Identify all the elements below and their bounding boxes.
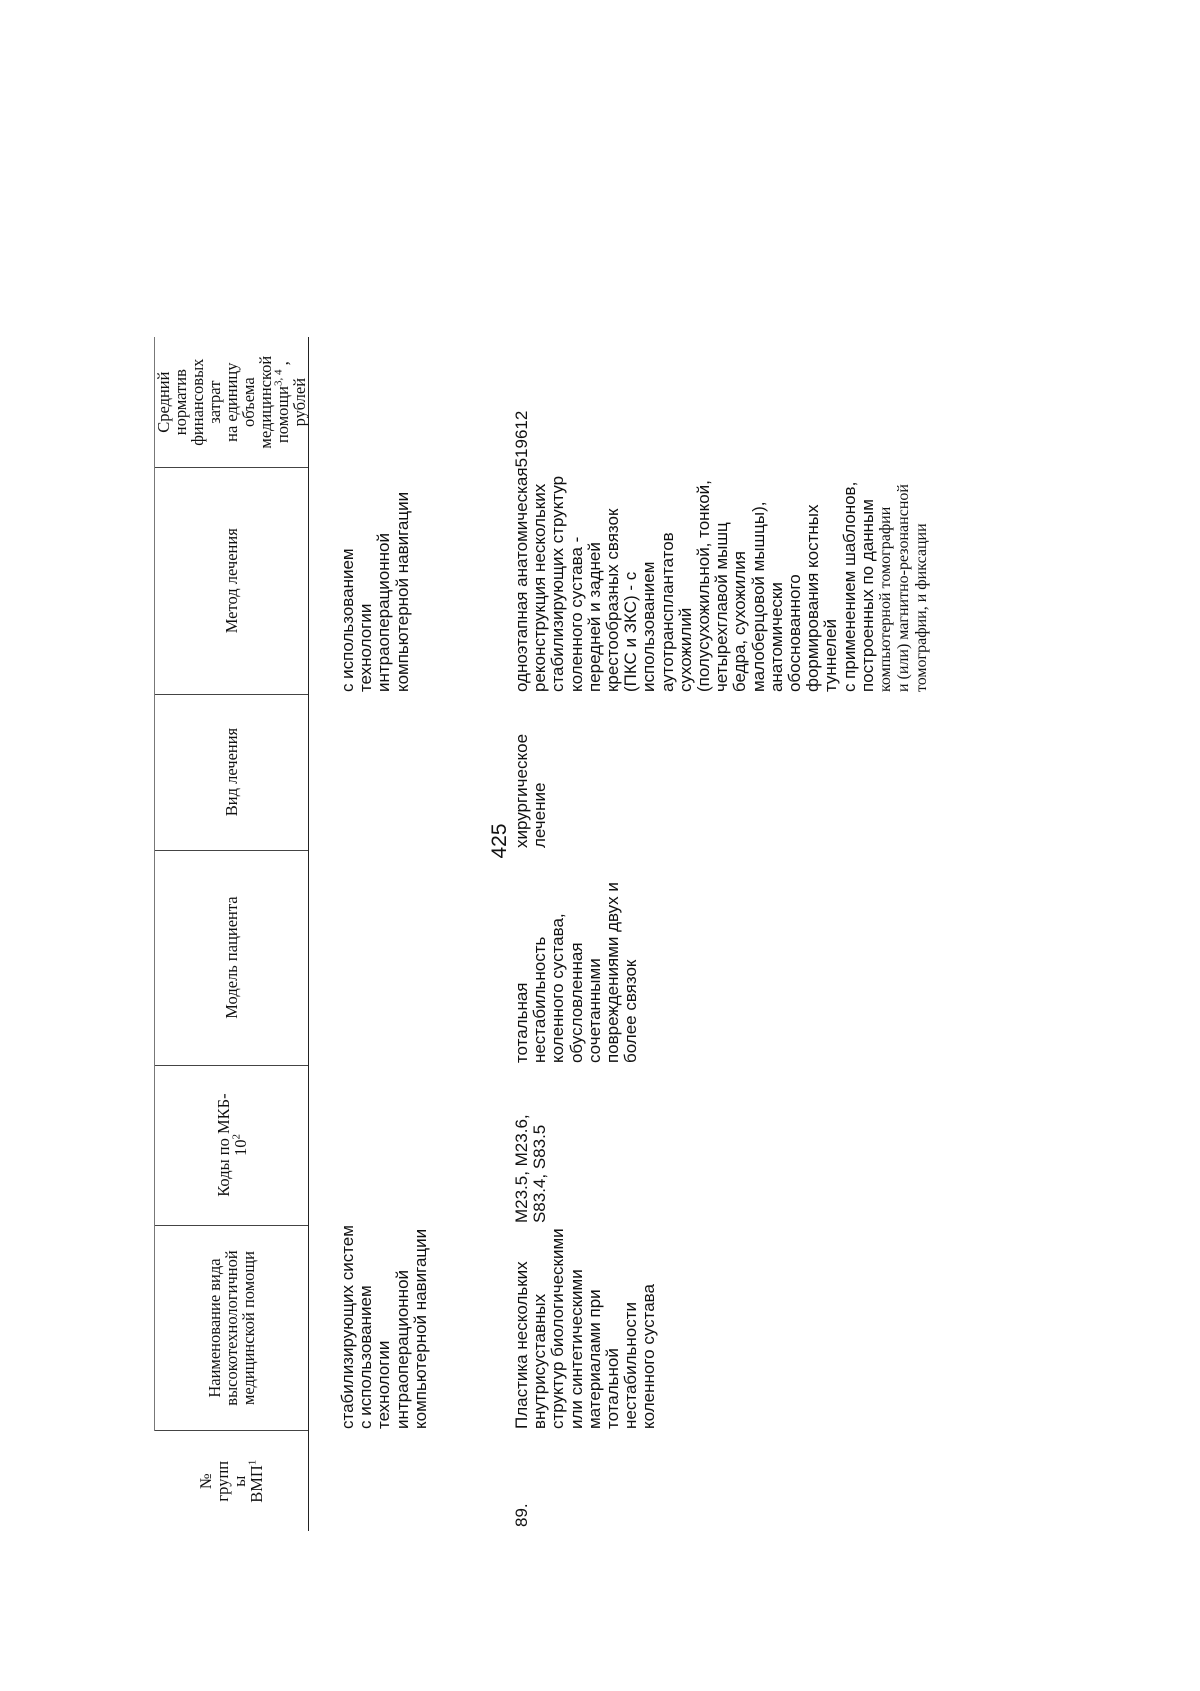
cell-group-number — [309, 1431, 490, 1531]
header-icd-codes: Коды по МКБ- $10^2$ — [155, 1065, 309, 1225]
page-number: 425 — [488, 823, 511, 859]
cell-treatment-type: хирургическое лечение — [512, 733, 550, 849]
cell-patient-model: тотальная нестабильность коленного сустава, обусловленная сочетанными повреждениями двух и более связок — [512, 882, 641, 1064]
header-average-cost: Средний норматив финансовых затрат на единицу объема медицинской помощи$^{3, 4}$ , рублей — [155, 337, 309, 467]
header-vmp-name: Наименование вида высокотехнологичной медицинской помощи — [155, 1225, 309, 1431]
cell-group-number: 89. — [512, 1503, 531, 1527]
vmp-table — [154, 337, 932, 1531]
cell-average-cost — [309, 337, 490, 467]
header-treatment-method: Метод лечения — [155, 467, 309, 694]
cell-average-cost: 519612 — [512, 410, 531, 468]
table-row-continuation — [309, 337, 490, 1531]
header-row — [155, 337, 309, 1531]
cell-icd-codes: M23.5, M23.6, S83.4, S83.5 — [512, 1114, 550, 1224]
header-patient-model: Модель пациента — [155, 850, 309, 1065]
cell-treatment-method: одноэтапная анатомическая реконструкция нескольких стабилизирующих структур коленного сустава - передней и задней крестообразных связок (ПКС и ЗКС) - с использованием аутотрансплантатов сухожилий (полусухожильной, тонкой, четырехглавой мышц бедра, сухожилия малоберцовой мышцы), анатомически обоснованного формирования костных туннелей с применением шаблонов, построенных по данным компьютерной томографии и (или) магнитно-резонансной томографии, и фиксации — [512, 467, 931, 693]
cell-vmp-name: стабилизирующих систем с использованием технологии интраоперационной компьютерной навигации — [338, 1225, 430, 1429]
cell-icd-codes — [309, 1065, 490, 1225]
cell-treatment-type — [309, 694, 490, 850]
cell-patient-model — [309, 850, 490, 1065]
cell-treatment-method: с использованием технологии интраоперационной компьютерной навигации — [338, 491, 412, 693]
header-treatment-type: Вид лечения — [155, 694, 309, 850]
cell-vmp-name: Пластика нескольких внутрисуставных структур биологическими или синтетическими материалами при тотальной нестабильности коленного сустава — [512, 1228, 659, 1429]
header-group-number: № групп ы ВМП$^1$ — [155, 1431, 309, 1531]
table-row-89 — [489, 337, 932, 1531]
